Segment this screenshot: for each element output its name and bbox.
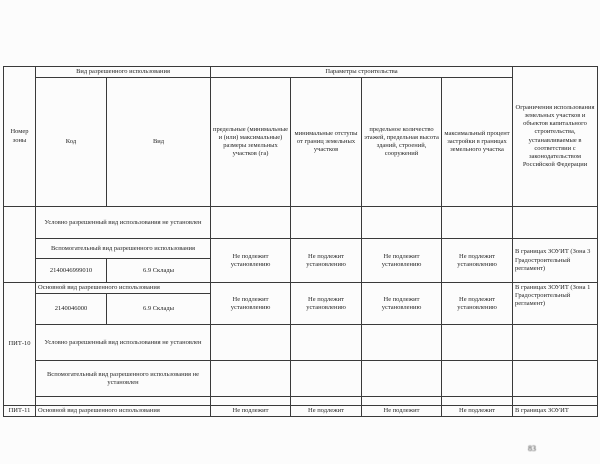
main-use-cell: Основной вид разрешенного использования [36,283,211,294]
use-code-cell: 2140046999010 [36,259,107,283]
table-row [4,239,598,259]
main-use-cell: Основной вид разрешенного использования [36,406,211,417]
coverage-column-header: максимальный процент застройки в границах земельного участка [442,78,513,207]
regulations-table [3,66,598,417]
auxiliary-use-cell: Вспомогательный вид разрешенного использования не установлен [36,361,211,397]
floors-value-cell: Не подлежит установлению [362,239,442,283]
table-row [4,207,598,239]
area-value-cell: Не подлежит [211,406,291,417]
area-column-header: предельные (минимальные и (или) максимальные) размеры земельных участков (га) [211,78,291,207]
page-number: 83 [528,444,536,453]
header-row-1 [4,67,598,78]
params-group-header: Параметры строительства [211,67,513,78]
auxiliary-use-cell: Вспомогательный вид разрешенного использования [36,239,211,259]
coverage-value-cell: Не подлежит установлению [442,283,513,325]
restriction-cell: В границах ЗОУИТ (Зона 1 Градостроительный регламент) [513,283,598,325]
table-row [4,325,598,361]
area-value-cell: Не подлежит установлению [211,283,291,325]
use-code-cell: 2140046000 [36,294,107,325]
use-group-header: Вид разрешенного использования [36,67,211,78]
area-value-cell: Не подлежит установлению [211,239,291,283]
restrictions-header: Ограничения использования земельных участков и объектов капитального строительства, устанавливаемые в соответствии с законодательством Российской Федерации [513,67,598,207]
setback-value-cell: Не подлежит [291,406,362,417]
floors-value-cell: Не подлежит установлению [362,283,442,325]
setback-value-cell: Не подлежит установлению [291,283,362,325]
floors-value-cell: Не подлежит [362,406,442,417]
floors-column-header: предельное количество этажей, предельная высота зданий, строений, сооружений [362,78,442,207]
coverage-value-cell: Не подлежит установлению [442,239,513,283]
restriction-cell: В границах ЗОУИТ (Зона 3 Градостроительный регламент) [513,239,598,283]
zone-label-cell: ПИТ-10 [4,283,36,406]
table-row [4,406,598,417]
table-row [4,397,598,406]
coverage-value-cell: Не подлежит [442,406,513,417]
type-column-header: Вид [107,78,211,207]
conditional-use-cell: Условно разрешенный вид использования не установлен [36,325,211,361]
zone-number-header: Номер зоны [4,67,36,207]
table-row [4,361,598,397]
setback-column-header: минимальные отступы от границ земельных участков [291,78,362,207]
conditional-use-cell: Условно разрешенный вид использования не установлен [36,207,211,239]
code-column-header: Код [36,78,107,207]
zone-label-cell: ПИТ-11 [4,406,36,417]
header-row-2 [4,78,598,207]
setback-value-cell: Не подлежит установлению [291,239,362,283]
use-type-cell: 6.9 Склады [107,294,211,325]
use-type-cell: 6.9 Склады [107,259,211,283]
table-row [4,283,598,294]
restriction-cell: В границах ЗОУИТ [513,406,598,417]
